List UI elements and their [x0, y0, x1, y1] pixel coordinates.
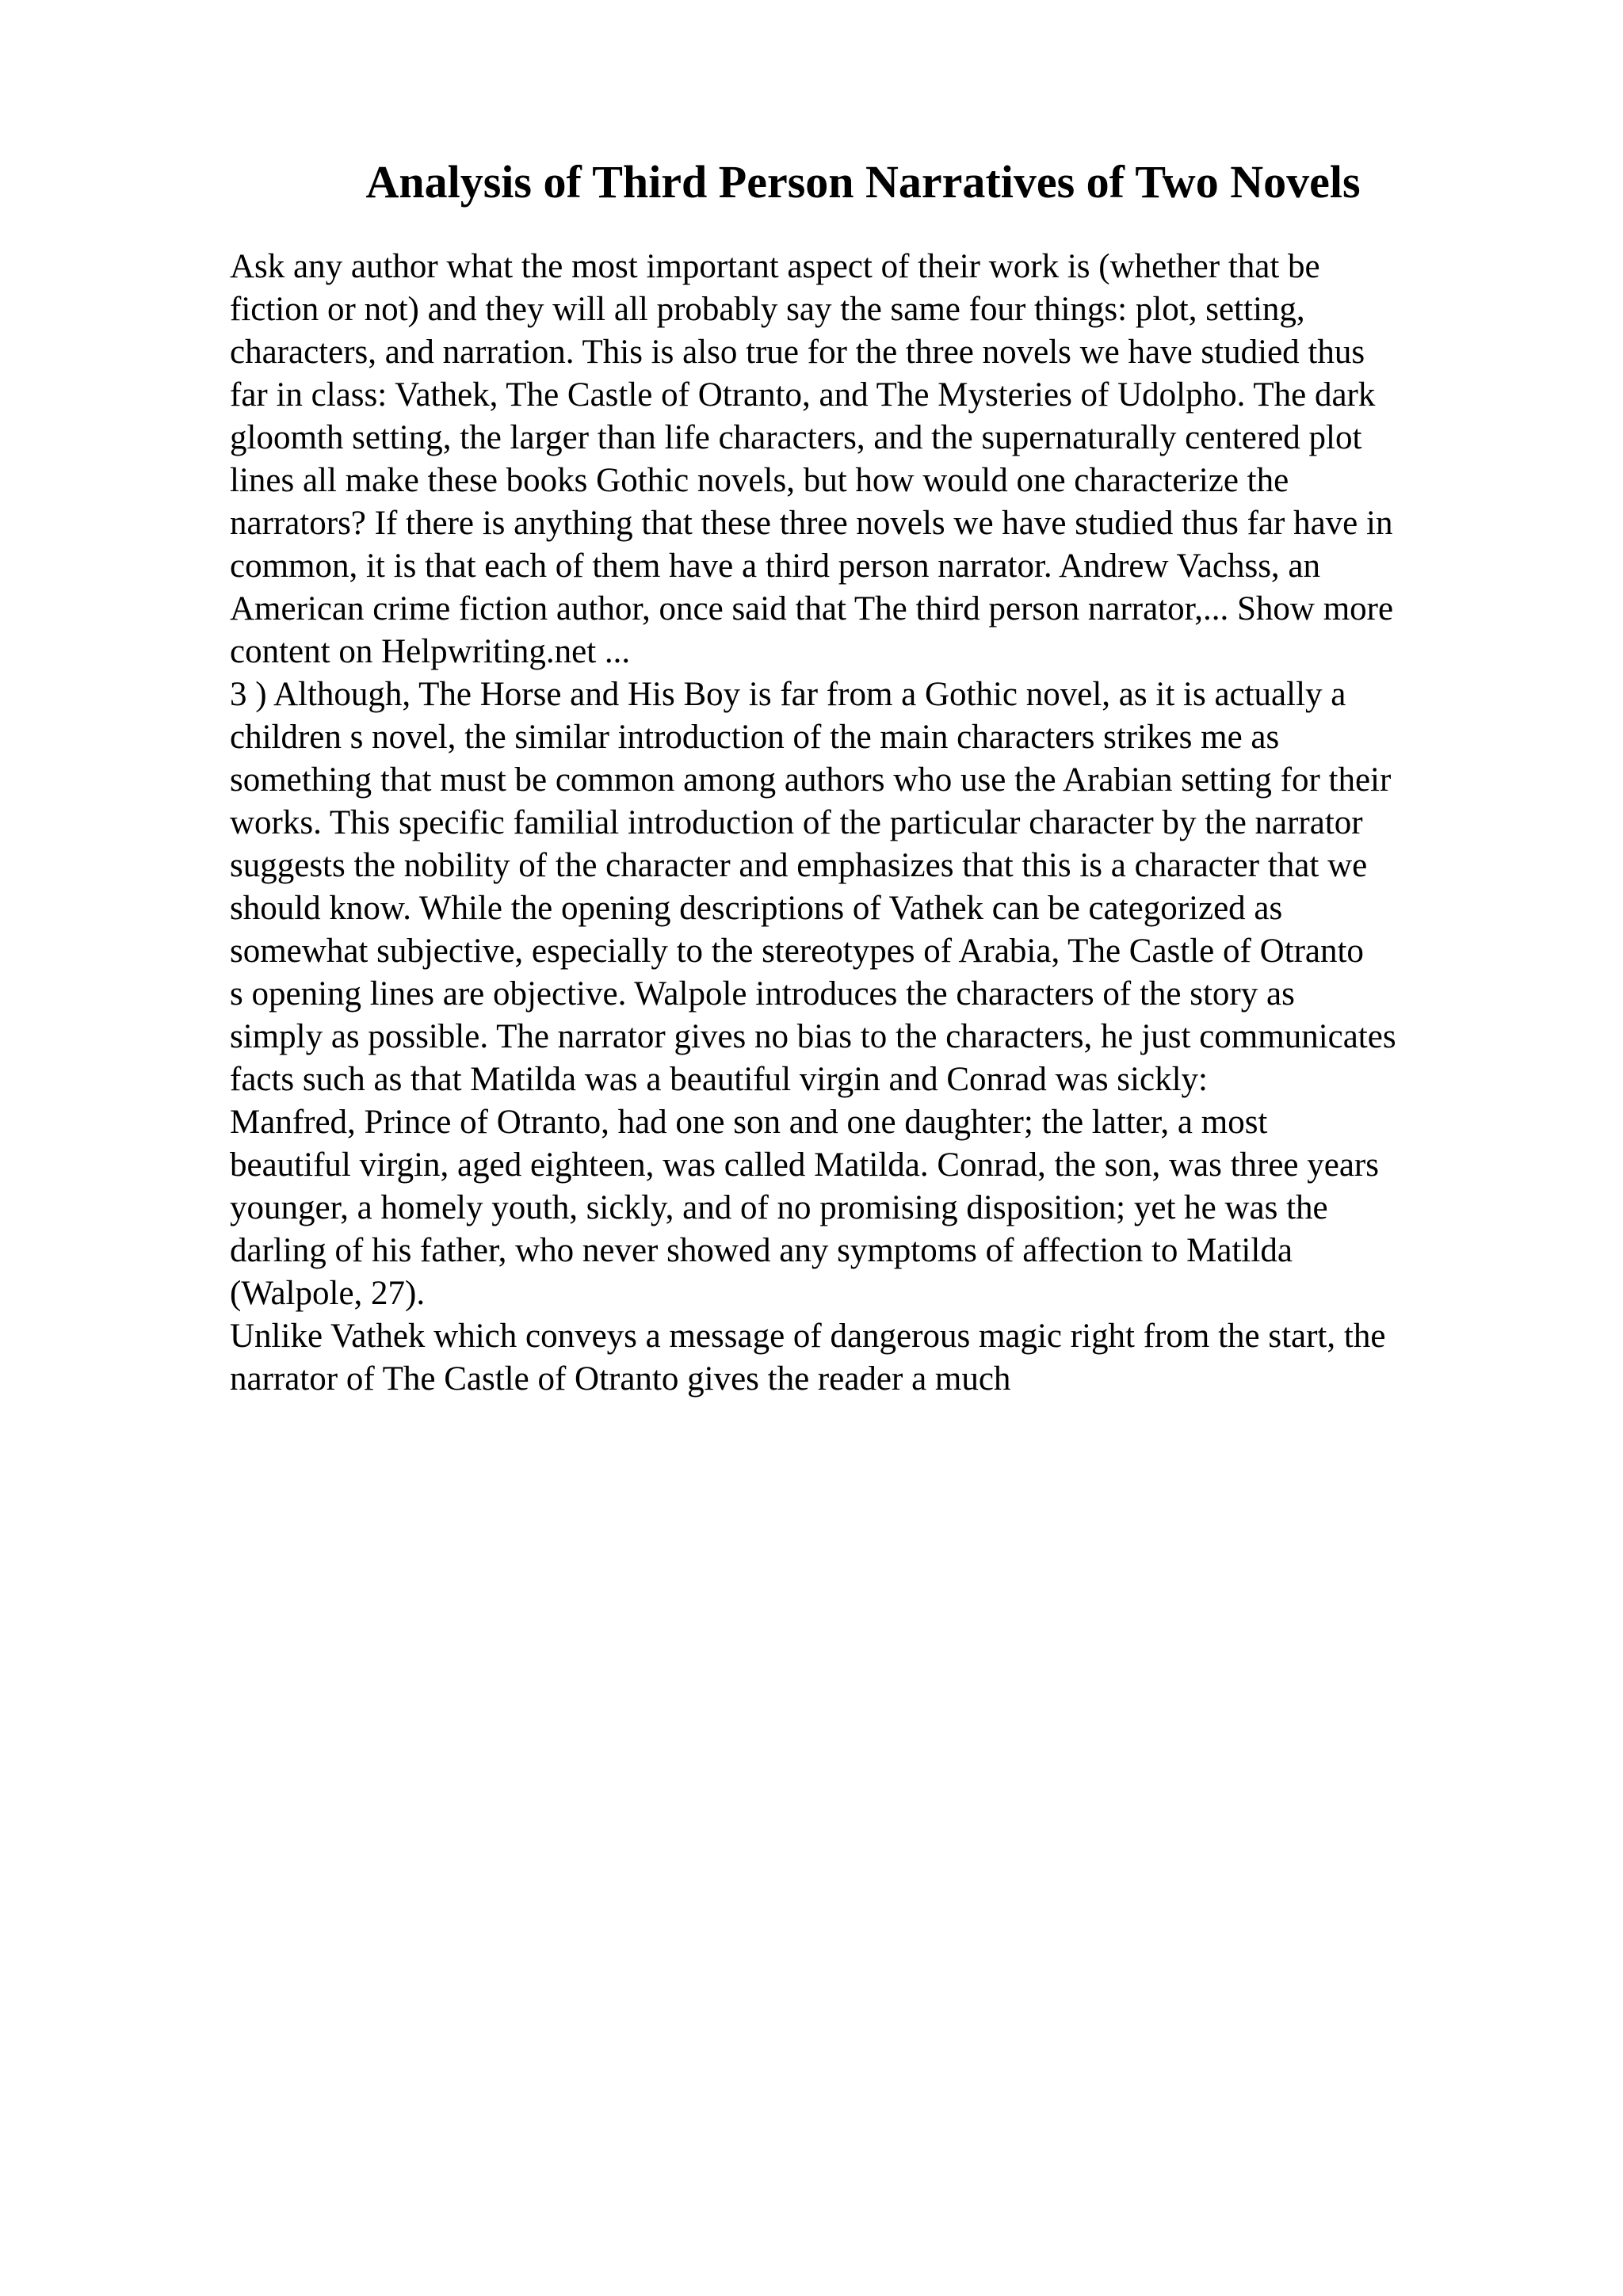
body-line: something that must be common among authors who use the Arabian setting for their	[230, 761, 1392, 799]
body-line: should know. While the opening descriptions of Vathek can be categorized as	[230, 890, 1283, 927]
body-line: somewhat subjective, especially to the stereotypes of Arabia, The Castle of Otranto	[230, 933, 1364, 970]
body-line: content on Helpwriting.net ...	[230, 633, 631, 670]
body-line: suggests the nobility of the character and emphasizes that this is a character that we	[230, 847, 1368, 884]
body-line: children s novel, the similar introduction of the main characters strikes me as	[230, 719, 1280, 756]
body-line: characters, and narration. This is also true for the three novels we have studied thus	[230, 334, 1365, 371]
body-line: works. This specific familial introduction of the particular character by the narrator	[230, 804, 1363, 841]
body-line: far in class: Vathek, The Castle of Otranto, and The Mysteries of Udolpho. The dark	[230, 376, 1376, 414]
body-line: younger, a homely youth, sickly, and of no promising disposition; yet he was the	[230, 1189, 1328, 1226]
body-line: simply as possible. The narrator gives no bias to the characters, he just communicates	[230, 1018, 1396, 1055]
body-line: American crime fiction author, once said that The third person narrator,... Show more	[230, 590, 1394, 627]
body-line: common, it is that each of them have a third person narrator. Andrew Vachss, an	[230, 547, 1321, 585]
body-line: Unlike Vathek which conveys a message of dangerous magic right from the start, the	[230, 1318, 1386, 1355]
body-line: 3 ) Although, The Horse and His Boy is far from a Gothic novel, as it is actually a	[230, 676, 1346, 713]
body-line: darling of his father, who never showed any symptoms of affection to Matilda	[230, 1232, 1293, 1269]
document-title: Analysis of Third Person Narratives of Two Novels	[365, 156, 1361, 208]
body-line: (Walpole, 27).	[230, 1275, 426, 1312]
document-body	[230, 246, 1514, 1401]
body-line: facts such as that Matilda was a beautiful virgin and Conrad was sickly:	[230, 1061, 1208, 1098]
body-line: beautiful virgin, aged eighteen, was called Matilda. Conrad, the son, was three years	[230, 1146, 1379, 1184]
body-line: fiction or not) and they will all probably say the same four things: plot, setting,	[230, 291, 1305, 328]
body-line: lines all make these books Gothic novels, but how would one characterize the	[230, 462, 1289, 499]
body-line: s opening lines are objective. Walpole introduces the characters of the story as	[230, 975, 1295, 1013]
body-line: narrator of The Castle of Otranto gives the reader a much	[230, 1360, 1011, 1398]
body-line: narrators? If there is anything that these three novels we have studied thus far have in	[230, 505, 1393, 542]
body-line: Manfred, Prince of Otranto, had one son and one daughter; the latter, a most	[230, 1104, 1268, 1141]
body-line: Ask any author what the most important aspect of their work is (whether that be	[230, 248, 1320, 285]
body-line: gloomth setting, the larger than life characters, and the supernaturally centered plot	[230, 419, 1362, 456]
